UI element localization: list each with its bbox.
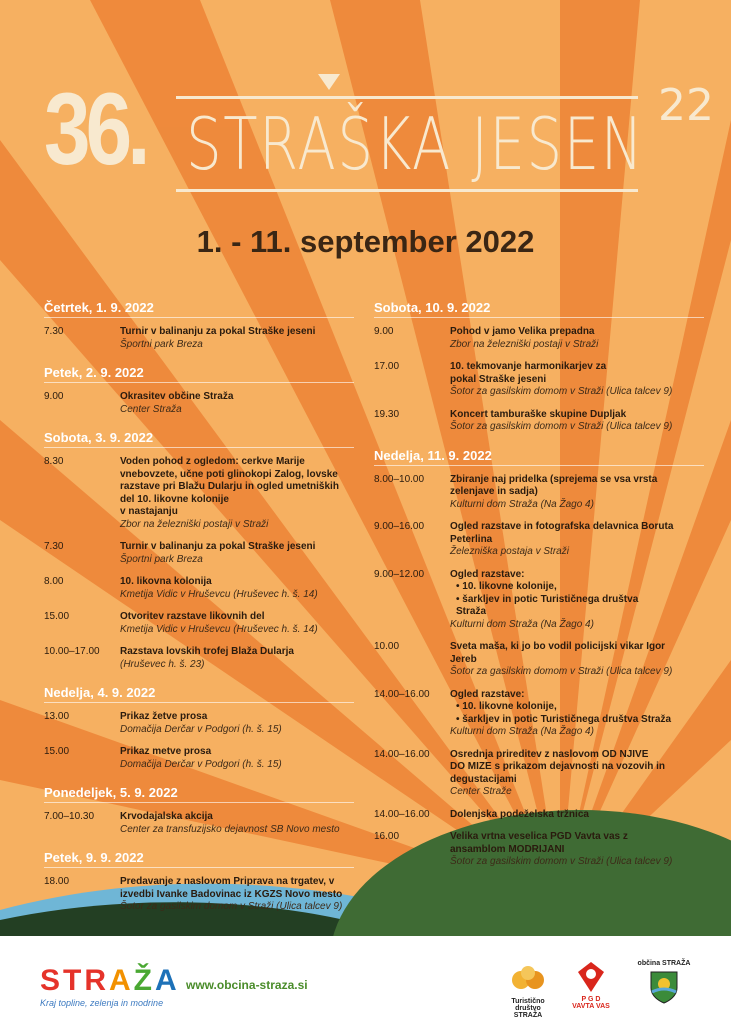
event-time: 9.00–16.00 (374, 521, 425, 532)
event-location: Zbor na železniški postaji v Straži (120, 518, 269, 530)
event-item-list (450, 701, 704, 726)
event-title: Otvoritev razstave likovnih del (120, 611, 265, 622)
event-time: 7.30 (44, 541, 64, 552)
day-heading: Sobota, 10. 9. 2022 (374, 296, 704, 318)
event-title: Velika vrtna veselica PGD Vavta vas z ansamblom MODRIJANI (450, 831, 628, 855)
event-location: Šotor za gasilskim domom v Straži (Ulica talcev 9) (120, 901, 343, 912)
event-item: • šarkljev in potic Turističnega društva Straža (456, 594, 704, 619)
event-row (44, 391, 354, 416)
event-details (120, 811, 354, 836)
event-row (374, 641, 704, 679)
event-title: 10. tekmovanje harmonikarjev za pokal Straške jeseni (450, 361, 607, 385)
event-title: 10. likovna kolonija (120, 576, 212, 587)
event-title: Sveta maša, ki jo bo vodil policijski vikar Igor Jereb (450, 641, 666, 665)
event-row (374, 809, 704, 822)
event-title: Koncert tamburaške skupine Dupljak (450, 408, 627, 420)
event-location: Center za transfuzijsko dejavnost SB Novo mesto (120, 823, 340, 835)
event-location: Zbor na železniški postaji v Straži (450, 338, 599, 350)
event-title: Predavanje z naslovom Priprava na trgatev, v izvedbi Ivanke Badovinac iz KGZS Novo mesto (120, 876, 343, 900)
straza-logo: STRAŽA (40, 964, 180, 997)
event-row (44, 456, 354, 531)
schedule-right-column (374, 296, 704, 879)
event-row (374, 474, 704, 512)
event-details (450, 409, 704, 434)
event-time: 9.00 (44, 391, 64, 402)
event-location: Domačija Derčar v Podgori (h. š. 15) (120, 723, 282, 735)
event-location: Domačija Derčar v Podgori (h. š. 15) (120, 758, 282, 770)
event-location: Center Straže (450, 786, 512, 797)
event-time: 13.00 (44, 711, 70, 722)
event-location: Šotor za gasilskim domom v Straži (Ulica talcev 9) (450, 386, 673, 397)
event-row (374, 409, 704, 434)
schedule-left-column (44, 296, 354, 924)
event-details (450, 521, 704, 559)
event-row (374, 569, 704, 632)
event-details (120, 876, 354, 914)
event-title: Okrasitev občine Straža (120, 391, 234, 402)
event-location: Center Straža (120, 403, 182, 415)
logo-tagline: Kraj topline, zelenja in modrine (40, 998, 164, 1008)
event-details (450, 361, 704, 399)
event-location: Kmetija Vidic v Hruševcu (Hruševec h. š. 14) (120, 588, 318, 600)
event-details (120, 646, 354, 671)
day-heading: Četrtek, 1. 9. 2022 (44, 296, 354, 318)
event-time: 19.30 (374, 408, 400, 420)
edition-number: 36. (44, 72, 146, 186)
event-time: 8.00 (44, 576, 64, 587)
sponsor-fire-brigade: P G D VAVTA VAS (566, 960, 616, 1010)
event-row (374, 831, 704, 869)
event-details (450, 326, 704, 351)
day-heading: Nedelja, 11. 9. 2022 (374, 444, 704, 466)
event-time: 8.30 (44, 456, 64, 467)
event-time: 8.00–10.00 (374, 473, 425, 485)
event-title: Ogled razstave in fotografska delavnica Boruta Peterlina (450, 521, 674, 545)
fire-brigade-logo-icon (574, 960, 608, 994)
event-details (120, 576, 354, 601)
event-location: Kmetija Vidic v Hruševcu (Hruševec h. š. 14) (120, 623, 318, 635)
event-details (450, 689, 704, 739)
day-heading: Petek, 9. 9. 2022 (44, 846, 354, 868)
day-heading: Ponedeljek, 5. 9. 2022 (44, 781, 354, 803)
day-heading: Nedelja, 4. 9. 2022 (44, 681, 354, 703)
event-title: Krvodajalska akcija (120, 811, 213, 822)
event-location: Šotor za gasilskim domom v Straži (Ulica talcev 9) (450, 856, 673, 867)
event-details (120, 611, 354, 636)
website-link[interactable]: www.obcina-straza.si (186, 978, 308, 992)
event-time: 16.00 (374, 831, 400, 842)
event-title: Pohod v jamo Velika prepadna (450, 326, 595, 337)
event-location: Športni park Breza (120, 553, 203, 565)
event-time: 10.00 (374, 641, 400, 652)
event-location: Šotor za gasilskim domom v Straži (Ulica talcev 9) (450, 666, 673, 677)
event-title: Zbiranje naj pridelka (sprejema se vsa vrsta zelenjave in sadja) (450, 473, 658, 497)
event-row (44, 711, 354, 736)
festival-title-frame (176, 96, 645, 192)
event-details (450, 831, 704, 869)
event-title: Osrednja prireditev z naslovom OD NJIVE DO MIZE s prikazom dejavnosti na vozovih in degustacijami (450, 748, 666, 785)
event-time: 9.00–12.00 (374, 568, 425, 580)
event-title: Prikaz žetve prosa (120, 711, 208, 722)
event-title: Dolenjska podeželska tržnica (450, 808, 589, 820)
event-details (120, 456, 354, 531)
municipality-crest-icon (649, 970, 679, 1004)
event-item: • 10. likovne kolonije, (456, 701, 704, 714)
event-time: 14.00–16.00 (374, 748, 430, 760)
event-location: Kulturni dom Straža (Na Žago 4) (450, 618, 594, 630)
event-details (450, 641, 704, 679)
event-details (120, 541, 354, 566)
event-time: 15.00 (44, 611, 70, 622)
event-row (374, 521, 704, 559)
event-details (120, 711, 354, 736)
event-details (450, 809, 704, 822)
day-heading: Sobota, 3. 9. 2022 (44, 426, 354, 448)
event-time: 18.00 (44, 876, 70, 887)
title-ornament-icon (318, 74, 340, 90)
event-title: Prikaz metve prosa (120, 746, 212, 757)
event-row (374, 326, 704, 351)
event-title: Voden pohod z ogledom: cerkve Marije vnebovzete, učne poti glinokopi Zalog, lovske razstave pri Blažu Dularju in ogled umetniških del 10. likovne kolonije v nastajanju (120, 456, 339, 517)
event-time: 7.00–10.30 (44, 811, 95, 822)
event-time: 9.00 (374, 326, 394, 337)
event-item: • šarkljev in potic Turističnega društva Straža (456, 714, 704, 727)
event-time: 17.00 (374, 361, 400, 372)
sponsor-tourist-society: Turistično društvo STRAŽA (498, 964, 558, 1019)
event-time: 14.00–16.00 (374, 808, 430, 820)
event-row (374, 689, 704, 739)
event-details (450, 569, 704, 632)
day-heading: Petek, 2. 9. 2022 (44, 361, 354, 383)
festival-title: STRAŠKA JESEN (186, 102, 645, 186)
sponsor-municipality: občina STRAŽA (632, 960, 696, 1006)
event-location: Kulturni dom Straža (Na Žago 4) (450, 498, 594, 510)
event-title: Ogled razstave: (450, 688, 525, 700)
event-title: Turnir v balinanju za pokal Straške jeseni (120, 541, 316, 552)
event-title: Turnir v balinanju za pokal Straške jeseni (120, 326, 316, 337)
event-time: 15.00 (44, 746, 70, 757)
event-details (120, 746, 354, 771)
event-location: (Hruševec h. š. 23) (120, 658, 205, 670)
event-row (44, 876, 354, 914)
festival-dates: 1. - 11. september 2022 (196, 224, 535, 259)
event-details (120, 326, 354, 351)
event-location: Kulturni dom Straža (Na Žago 4) (450, 726, 594, 737)
event-time: 14.00–16.00 (374, 688, 430, 700)
event-location: Športni park Breza (120, 338, 203, 350)
event-item-list (450, 581, 704, 619)
year-suffix: 22 (658, 80, 714, 131)
event-row (44, 746, 354, 771)
tourist-society-logo-icon (511, 964, 545, 994)
event-title: Ogled razstave: (450, 568, 525, 580)
event-row (44, 541, 354, 566)
event-row (44, 326, 354, 351)
event-details (450, 749, 704, 799)
event-row (44, 811, 354, 836)
event-row (44, 611, 354, 636)
event-title: Razstava lovskih trofej Blaža Dularja (120, 646, 294, 657)
event-item: • 10. likovne kolonije, (456, 581, 704, 594)
event-location: Železniška postaja v Straži (450, 546, 569, 557)
event-location: Šotor za gasilskim domom v Straži (Ulica talcev 9) (450, 421, 673, 432)
event-time: 10.00–17.00 (44, 646, 100, 657)
event-details (450, 474, 704, 512)
event-row (44, 646, 354, 671)
event-row (44, 576, 354, 601)
event-details (120, 391, 354, 416)
footer (0, 936, 731, 1024)
event-time: 7.30 (44, 326, 64, 337)
event-row (374, 361, 704, 399)
event-row (374, 749, 704, 799)
